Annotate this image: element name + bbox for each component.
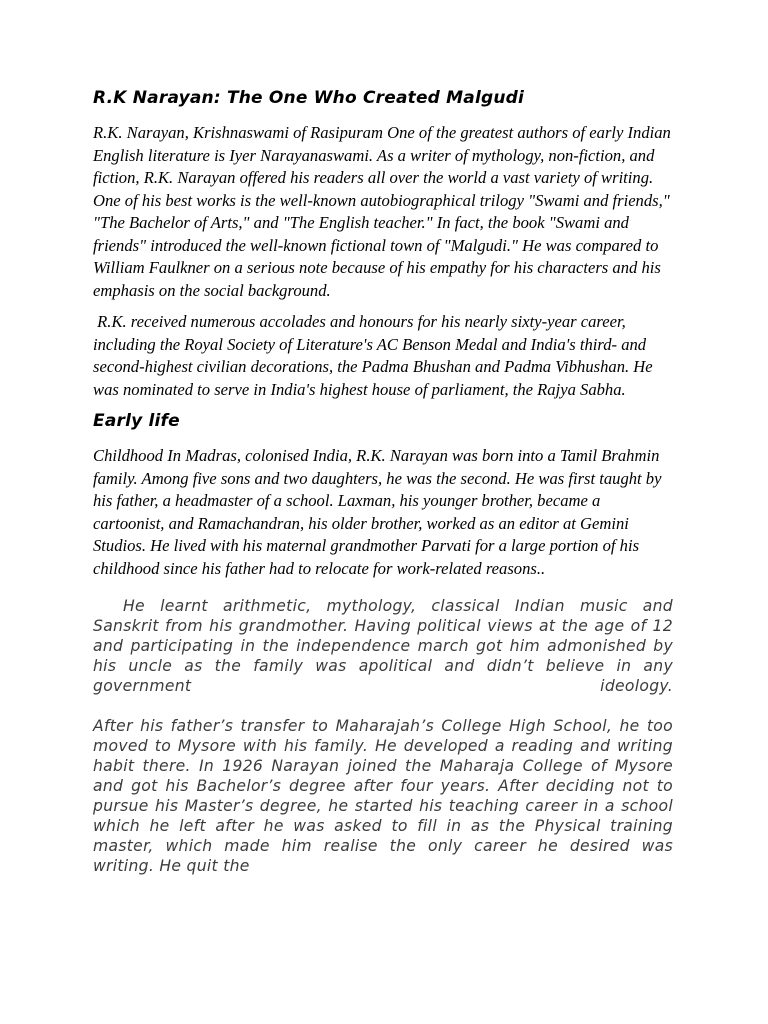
document-title: R.K Narayan: The One Who Created Malgudi <box>93 88 525 108</box>
grey-paragraph-2: After his father’s transfer to Maharajah’s College High School, he too moved to Mysore with his family. He developed a reading and writing habit there. In 1926 Narayan joined the Maharaja College of Mysore and got his Bachelor’s degree after four years. After deciding not to pursue his Master’s degree, he started his teaching career in a school which he left after he was asked to fill in as the Physical training master, which made him realise the only career he desired was writing. He quit the <box>93 717 673 875</box>
intro-paragraph-2: R.K. received numerous accolades and honours for his nearly sixty-year career, including the Royal Society of Literature's AC Benson Medal and India's third- and second-highest civilian decorations, the Padma Bhushan and Padma Vibhushan. He was nominated to serve in India's highest house of parliament, the Rajya Sabha. <box>93 312 657 399</box>
intro-paragraph-1: R.K. Narayan, Krishnaswami of Rasipuram One of the greatest authors of early Indian English literature is Iyer Narayanaswami. As a writer of mythology, non-fiction, and fiction, R.K. Narayan offered his readers all over the world a vast variety of writing. One of his best works is the well-known autobiographical trilogy "Swami and friends," "The Bachelor of Arts," and "The English teacher." In fact, the book "Swami and friends" introduced the well-known fictional town of "Malgudi." He was compared to William Faulkner on a serious note because of his empathy for his characters and his emphasis on the social background. <box>93 123 676 300</box>
grey-paragraph-1: He learnt arithmetic, mythology, classical Indian music and Sanskrit from his grandmother. Having political views at the age of 12 and participating in the independence march got him admonished by his uncle as the family was apolitical and didn’t believe in any government ideology. <box>93 597 673 695</box>
early-life-paragraph: Childhood In Madras, colonised India, R.K. Narayan was born into a Tamil Brahmin family. Among five sons and two daughters, he was the second. He was first taught by his father, a headmaster of a school. Laxman, his younger brother, became a cartoonist, and Ramachandran, his older brother, worked as an editor at Gemini Studios. He lived with his maternal grandmother Parvati for a large portion of his childhood since his father had to relocate for work-related reasons.. <box>93 446 666 578</box>
paragraph-spacer <box>93 696 673 716</box>
section-heading-early-life: Early life <box>93 411 180 431</box>
document-page <box>93 84 676 876</box>
